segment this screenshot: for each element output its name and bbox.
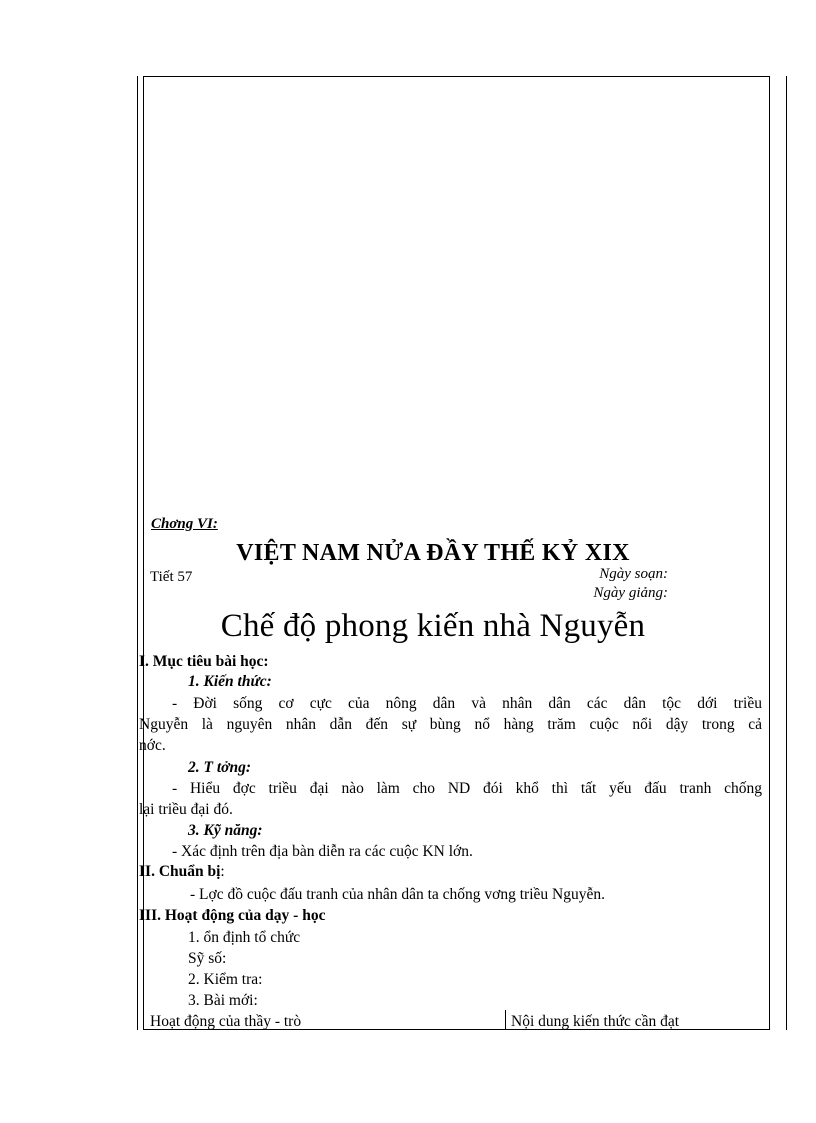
skills-line-1: - Xác định trên địa bàn diễn ra các cuộc KN lớn. [172, 843, 473, 860]
thinking-heading: 2. T tởng: [188, 759, 251, 776]
table-col2-header: Nội dung kiến thức cần đạt [511, 1013, 680, 1030]
lesson-number: Tiết 57 [150, 569, 193, 585]
lesson-title: Chế độ phong kiến nhà Nguyễn [220, 608, 646, 644]
section3-heading: III. Hoạt động của dạy - học [139, 907, 326, 924]
chapter-label: Chơng VI: [151, 516, 218, 532]
step-2: 2. Kiểm tra: [188, 971, 263, 988]
step-1: 1. ổn định tổ chức [188, 929, 301, 946]
section1-heading: I. Mục tiêu bài học: [139, 653, 269, 670]
table-column-divider [505, 1010, 506, 1030]
section2-heading-row [139, 862, 225, 882]
skills-heading: 3. Kỹ năng: [188, 822, 263, 839]
attendance: Sỹ số: [188, 950, 227, 967]
thinking-line-1: - Hiểu đợc triều đại nào làm cho ND đói khổ thì tất yếu đấu tranh chống [172, 780, 762, 797]
section2-heading-colon: : [220, 863, 225, 880]
knowledge-line-2: Nguyễn là nguyên nhân dẫn đến sự bùng nổ hàng trăm cuộc nổi dậy trong cả [139, 716, 762, 733]
step-3: 3. Bài mới: [188, 992, 258, 1009]
chapter-title: VIỆT NAM NỬA ĐẦY THẾ KỶ XIX [236, 540, 630, 566]
knowledge-line-1: - Đời sống cơ cực của nông dân và nhân dân các dân tộc dới triều [172, 695, 762, 712]
section2-heading: II. Chuẩn bị [139, 863, 221, 880]
knowledge-heading: 1. Kiến thức: [188, 673, 272, 690]
thinking-line-2: lại triều đại đó. [139, 801, 233, 818]
knowledge-line-3: nớc. [139, 737, 166, 754]
date-prepared: Ngày soạn: [599, 566, 668, 582]
date-taught: Ngày giảng: [593, 585, 668, 601]
section2-line-1: - Lợc đồ cuộc đấu tranh của nhân dân ta chống vơng triều Nguyễn. [190, 886, 605, 903]
table-col1-header: Hoạt động của thầy - trò [150, 1013, 302, 1030]
